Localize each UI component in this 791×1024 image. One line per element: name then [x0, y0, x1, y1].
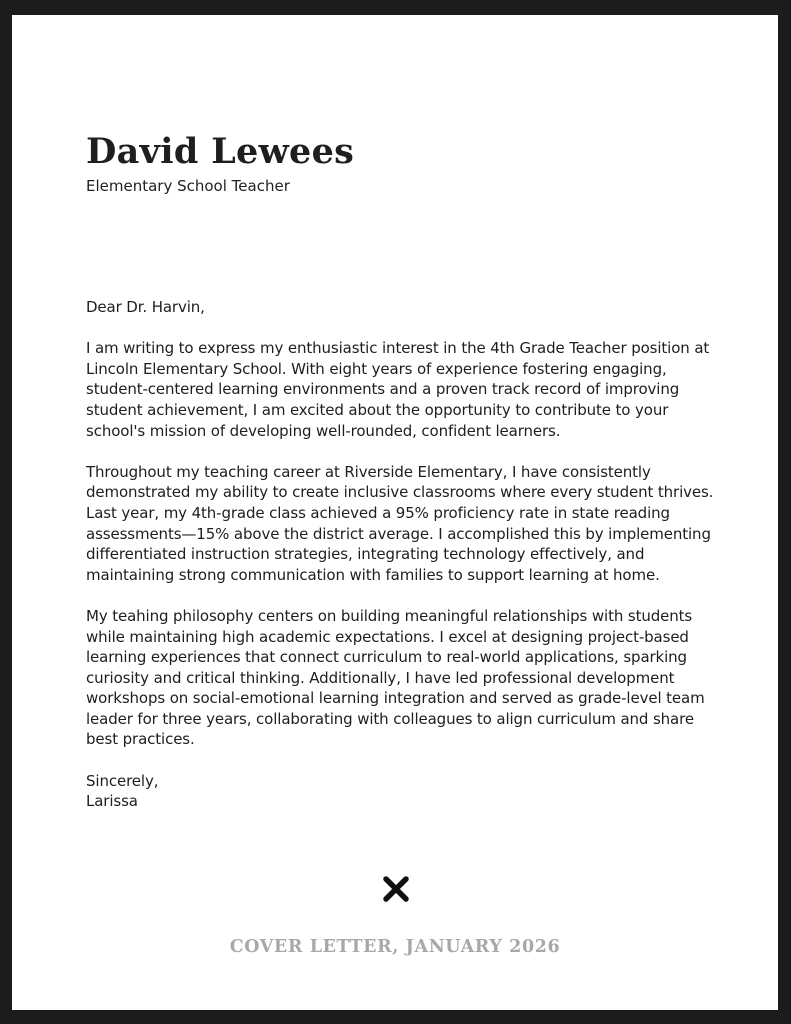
letter-page: [12, 15, 778, 1010]
sign-off: [86, 771, 726, 812]
author-name: David Lewees: [86, 131, 355, 172]
paragraph-3: My teahing philosophy centers on building meaningful relationships with students while maintaining high academic expectations. I excel at designing project-based learning experiences that connect curriculum to real-world applications, sparking curiosity and critical thinking. Additionally, I have led professional development workshops on social-emotional learning integration and served as grade-level team leader for three years, collaborating with colleagues to align curriculum and share best practices.: [86, 606, 705, 749]
closing: Sincerely,: [86, 771, 159, 790]
author-role: Elementary School Teacher: [86, 177, 290, 195]
greeting: Dear Dr. Harvin,: [86, 298, 205, 316]
paragraph-1: I am writing to express my enthusiastic interest in the 4th Grade Teacher position at Lincoln Elementary School. With eight years of experience fostering engaging, student-centered learning environments and a proven track record of improving student achievement, I am excited about the opportunity to contribute to your school's mission of developing well-rounded, confident learners.: [86, 339, 710, 440]
close-icon: [382, 875, 410, 903]
letter-body: [86, 297, 726, 812]
paragraph-2: Throughout my teaching career at Riverside Elementary, I have consistently demonstrated my ability to create inclusive classrooms where every student thrives. Last year, my 4th-grade class achieved a 95% proficiency rate in state reading assessments—15% above the district average. I accomplished this by implementing differentiated instruction strategies, integrating technology effectively, and maintaining strong communication with families to support learning at home.: [86, 462, 714, 584]
footer-label: COVER LETTER, JANUARY 2026: [229, 937, 561, 957]
signature: Larissa: [86, 792, 138, 811]
